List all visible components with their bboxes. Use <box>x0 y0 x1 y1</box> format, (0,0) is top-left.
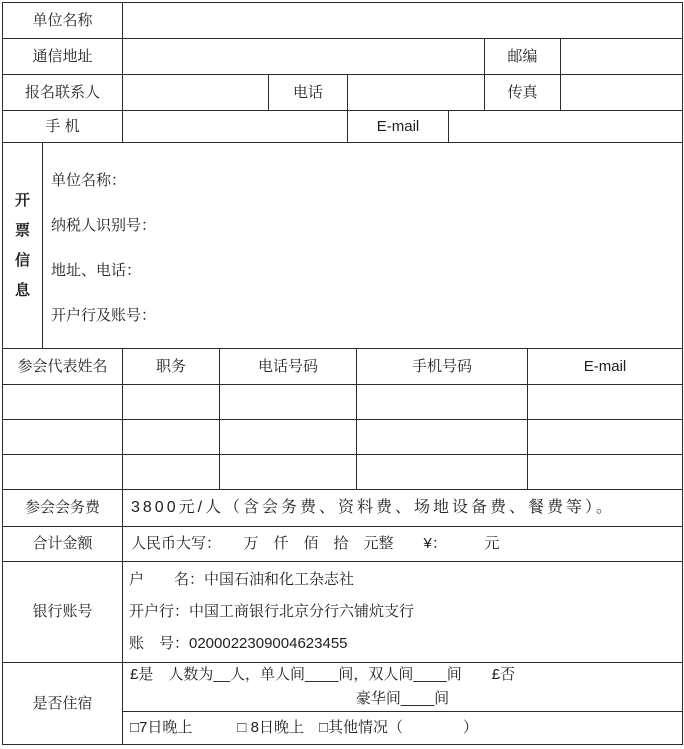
attendee-cell[interactable] <box>528 420 683 455</box>
postal-label: 邮编 <box>485 39 561 75</box>
attendee-name-header: 参会代表姓名 <box>3 349 123 385</box>
bank-account-name-line: 户 名：中国石油和化工杂志社 <box>129 571 355 588</box>
invoice-content-cell[interactable] <box>43 143 683 349</box>
stay-nights-line[interactable]: □7日晚上 □ 8日晚上 □其他情况（ ） <box>130 719 479 737</box>
invoice-label-char-2: 票 <box>14 221 30 239</box>
contact-input-cell[interactable] <box>123 75 269 111</box>
invoice-bank-account-line: 开户行及账号： <box>51 307 157 324</box>
fee-value-cell <box>123 490 683 527</box>
attendee-cell[interactable] <box>220 420 357 455</box>
row-contact <box>3 75 683 111</box>
row-invoice <box>3 143 683 349</box>
unit-name-label: 单位名称 <box>3 3 123 39</box>
invoice-address-phone-line: 地址、电话： <box>51 262 142 279</box>
address-input-cell[interactable] <box>123 39 485 75</box>
address-label: 通信地址 <box>3 39 123 75</box>
invoice-taxid-line: 纳税人识别号： <box>51 217 157 234</box>
contact-label: 报名联系人 <box>3 75 123 111</box>
row-stay <box>3 663 683 745</box>
attendee-mobile-header: 手机号码 <box>357 349 528 385</box>
attendee-cell[interactable] <box>3 455 123 490</box>
invoice-label-vertical <box>3 143 43 349</box>
attendee-cell[interactable] <box>123 420 220 455</box>
fax-label: 传真 <box>485 75 561 111</box>
row-total <box>3 527 683 562</box>
bank-content-cell <box>123 562 683 663</box>
invoice-label-char-4: 息 <box>14 281 30 299</box>
attendee-cell[interactable] <box>123 455 220 490</box>
row-bank <box>3 562 683 663</box>
attendee-cell[interactable] <box>357 455 528 490</box>
attendee-email-header: E-mail <box>528 349 683 385</box>
phone-input-cell[interactable] <box>348 75 485 111</box>
fee-label: 参会会务费 <box>3 490 123 527</box>
attendee-cell[interactable] <box>357 420 528 455</box>
attendee-cell[interactable] <box>3 420 123 455</box>
row-fee <box>3 490 683 527</box>
attendee-cell[interactable] <box>357 385 528 420</box>
bank-branch-line: 开户行：中国工商银行北京分行六铺炕支行 <box>129 603 415 620</box>
invoice-label-char-1: 开 <box>14 191 30 209</box>
bank-account-number-line: 账 号：0200022309004623455 <box>129 635 348 652</box>
row-unit-name <box>3 3 683 39</box>
attendee-phone-header: 电话号码 <box>220 349 357 385</box>
fax-input-cell[interactable] <box>561 75 683 111</box>
attendee-row-1 <box>3 385 683 420</box>
invoice-label-char-3: 信 <box>14 251 30 269</box>
total-label: 合计金额 <box>3 527 123 562</box>
email-label: E-mail <box>348 111 449 143</box>
attendee-cell[interactable] <box>220 385 357 420</box>
attendee-title-header: 职务 <box>123 349 220 385</box>
registration-form-table <box>2 2 683 745</box>
stay-label: 是否住宿 <box>3 663 123 745</box>
stay-content-cell <box>123 663 683 745</box>
email-input-cell[interactable] <box>449 111 683 143</box>
total-value-cell[interactable]: 人民币大写： 万 仟 佰 拾 元整 ¥： 元 <box>123 527 683 562</box>
unit-name-input-cell[interactable] <box>123 3 683 39</box>
attendee-cell[interactable] <box>528 455 683 490</box>
stay-deluxe-line: 豪华间____间 <box>355 690 450 708</box>
attendee-cell[interactable] <box>528 385 683 420</box>
mobile-input-cell[interactable] <box>123 111 348 143</box>
attendee-cell[interactable] <box>220 455 357 490</box>
row-address <box>3 39 683 75</box>
attendee-cell[interactable] <box>3 385 123 420</box>
attendee-header-row <box>3 349 683 385</box>
bank-label: 银行账号 <box>3 562 123 663</box>
attendee-cell[interactable] <box>123 385 220 420</box>
mobile-label: 手 机 <box>3 111 123 143</box>
postal-input-cell[interactable] <box>561 39 683 75</box>
fee-value: 3800元/人（含会务费、资料费、场地设备费、餐费等）。 <box>131 499 616 517</box>
stay-yes-no-line: £是 人数为__人，单人间____间，双人间____间 £否 <box>130 666 516 684</box>
stay-options-top[interactable] <box>123 663 682 712</box>
row-mobile <box>3 111 683 143</box>
phone-label: 电话 <box>269 75 348 111</box>
attendee-row-3 <box>3 455 683 490</box>
invoice-unit-name-line: 单位名称： <box>51 172 127 189</box>
attendee-row-2 <box>3 420 683 455</box>
